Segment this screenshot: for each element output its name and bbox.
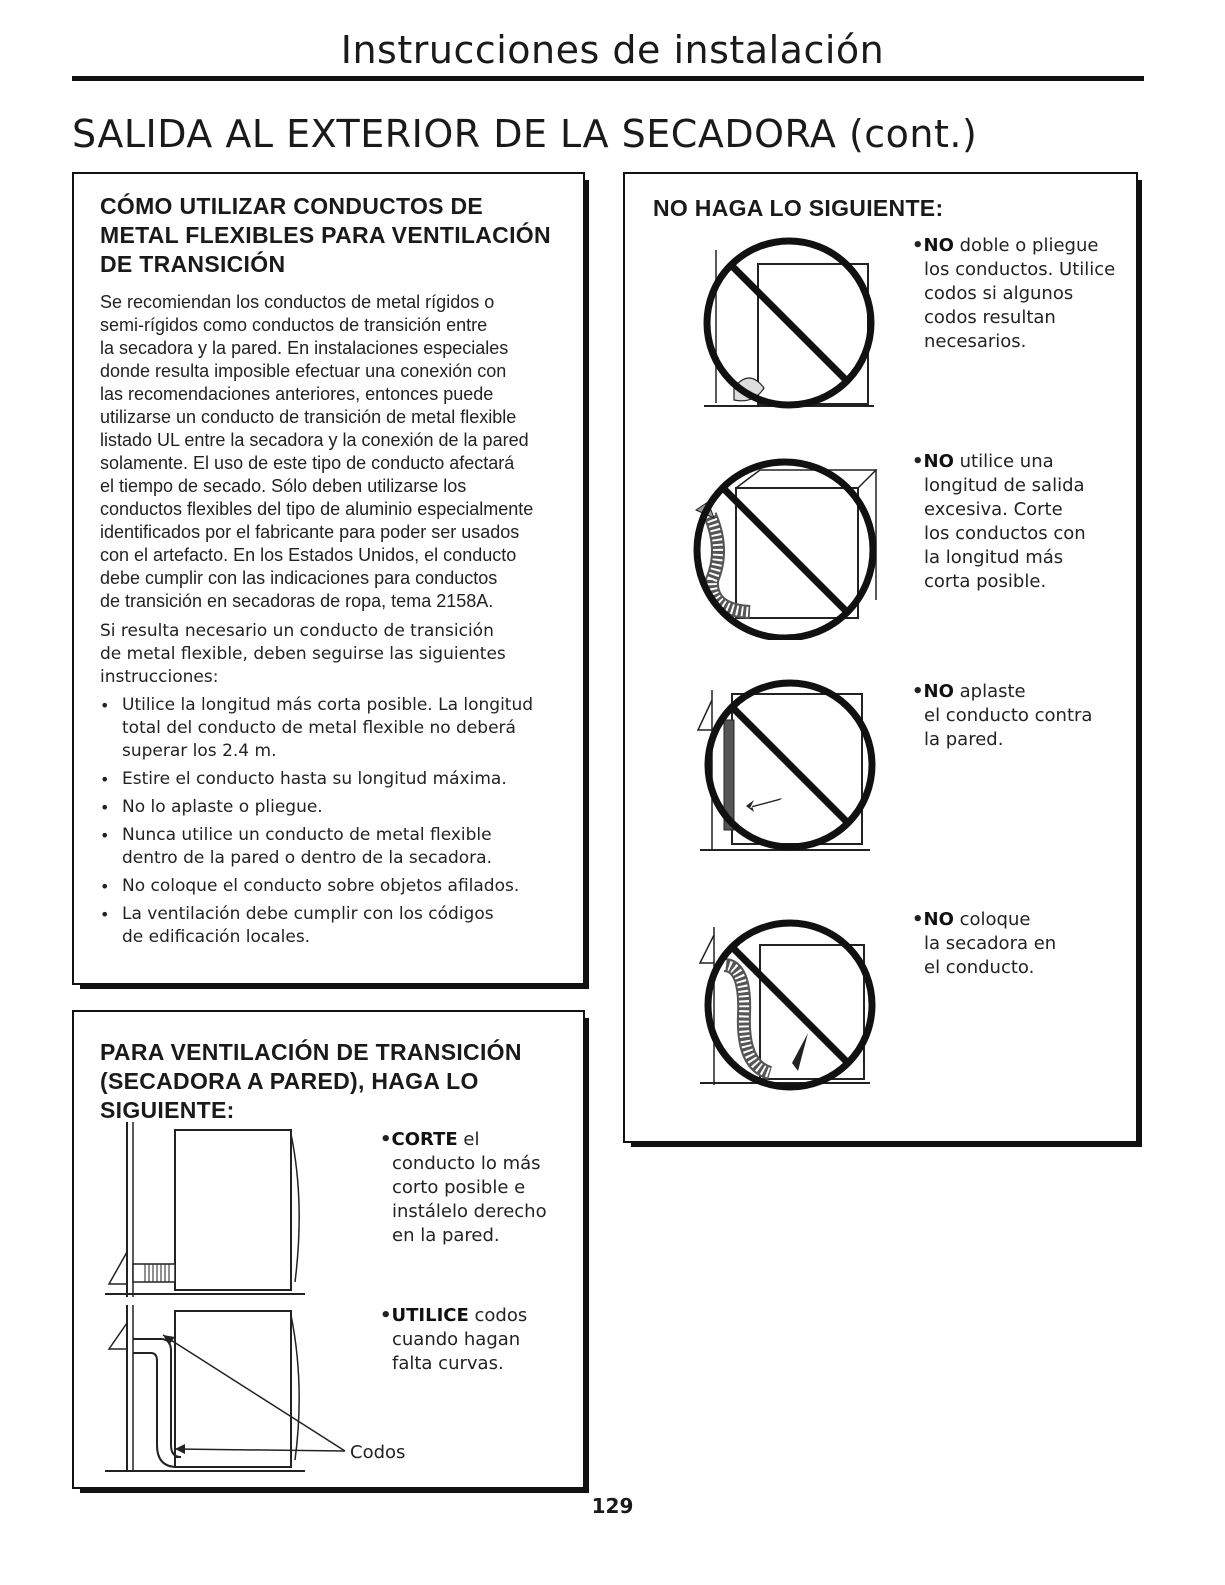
instruction-line: necesarios. <box>924 331 1027 352</box>
instruction-line: la pared. <box>924 729 1004 750</box>
paragraph-line: solamente. El uso de este tipo de conducto afectará <box>100 453 515 473</box>
flex-duct-bullet-list <box>100 694 557 949</box>
dont-instruction-2: •NO utilice una longitud de salida excesiva. Corte los conductos con la longitud más corta posible. <box>912 451 1086 592</box>
paragraph-line: listado UL entre la secadora y la conexión de la pared <box>100 430 529 450</box>
bullet-line: superar los 2.4 m. <box>122 741 277 761</box>
heading-line: SIGUIENTE: <box>100 1097 235 1123</box>
list-item <box>100 694 557 763</box>
instruction-line: cuando hagan <box>392 1329 521 1350</box>
bullet-line: total del conducto de metal flexible no deberá <box>122 718 516 738</box>
paragraph-line: utilizarse un conducto de transición de metal flexible <box>100 407 517 427</box>
flex-duct-box <box>72 172 585 985</box>
list-item <box>100 824 557 870</box>
dryer-on-duct-prohibited-illustration <box>690 905 880 1105</box>
straight-duct-illustration <box>105 1122 305 1297</box>
instruction-line: el conducto contra <box>924 705 1093 726</box>
paragraph-line: semi-rígidos como conductos de transición entre <box>100 315 488 335</box>
bent-duct-prohibited-illustration <box>694 228 884 418</box>
header-rule <box>72 76 1144 81</box>
paragraph-line: Se recomiendan los conductos de metal rígidos o <box>100 292 495 312</box>
paragraph-line: conductos flexibles del tipo de aluminio especialmente <box>100 499 534 519</box>
instruction-keyword: NO <box>923 451 954 472</box>
list-item <box>100 903 557 949</box>
bullet-line: de edificación locales. <box>122 927 311 947</box>
corte-instruction: •CORTE el conducto lo más corto posible e instálelo derecho en la pared. <box>380 1129 547 1246</box>
heading-line: METAL FLEXIBLES PARA VENTILACIÓN <box>100 222 551 248</box>
paragraph-line: las recomendaciones anteriores, entonces puede <box>100 384 494 404</box>
instruction-line: codos resultan <box>924 307 1056 328</box>
section-title: SALIDA AL EXTERIOR DE LA SECADORA (cont.) <box>72 112 978 156</box>
paragraph-line: Si resulta necesario un conducto de transición <box>100 621 494 641</box>
instruction-line: corto posible e <box>392 1177 526 1198</box>
instruction-keyword: CORTE <box>391 1129 458 1150</box>
flex-duct-paragraph-1 <box>100 291 557 613</box>
instruction-line: la secadora en <box>924 933 1057 954</box>
bullet-line: No coloque el conducto sobre objetos afilados. <box>122 876 520 896</box>
instruction-line: aplaste <box>959 681 1026 702</box>
instruction-line: la longitud más <box>924 547 1064 568</box>
heading-line: DE TRANSICIÓN <box>100 251 286 277</box>
heading-line: (SECADORA A PARED), HAGA LO <box>100 1068 479 1094</box>
bullet-line: No lo aplaste o pliegue. <box>122 797 323 817</box>
dont-instruction-4: •NO coloque la secadora en el conducto. <box>912 909 1057 978</box>
list-item <box>100 768 557 791</box>
flex-duct-heading <box>100 192 557 279</box>
paragraph-line: de metal flexible, deben seguirse las siguientes <box>100 644 506 664</box>
instruction-line: los conductos con <box>924 523 1086 544</box>
dont-instruction-3: •NO aplaste el conducto contra la pared. <box>912 681 1093 750</box>
elbow-duct-illustration <box>105 1305 365 1475</box>
utilice-instruction: •UTILICE codos cuando hagan falta curvas. <box>380 1305 528 1374</box>
instruction-line: el <box>463 1129 480 1150</box>
list-item <box>100 875 557 898</box>
instruction-line: instálelo derecho <box>392 1201 547 1222</box>
bullet-line: Nunca utilice un conducto de metal flexible <box>122 825 492 845</box>
crushed-duct-prohibited-illustration <box>690 660 880 860</box>
paragraph-line: debe cumplir con las indicaciones para conductos <box>100 568 498 588</box>
long-duct-prohibited-illustration <box>680 440 890 640</box>
instruction-line: codos <box>474 1305 528 1326</box>
paragraph-line: la secadora y la pared. En instalaciones especiales <box>100 338 509 358</box>
instruction-keyword: NO <box>923 909 954 930</box>
heading-line: PARA VENTILACIÓN DE TRANSICIÓN <box>100 1039 522 1065</box>
bullet-line: La ventilación debe cumplir con los códigos <box>122 904 494 924</box>
dont-heading: NO HAGA LO SIGUIENTE: <box>653 195 944 221</box>
page-number: 129 <box>591 1494 634 1518</box>
bullet-line: dentro de la pared o dentro de la secadora. <box>122 848 492 868</box>
paragraph-line: de transición en secadoras de ropa, tema 2158A. <box>100 591 494 611</box>
instruction-line: el conducto. <box>924 957 1035 978</box>
paragraph-line: con el artefacto. En los Estados Unidos, el conducto <box>100 545 517 565</box>
bullet-line: Utilice la longitud más corta posible. La longitud <box>122 695 534 715</box>
bullet-line: Estire el conducto hasta su longitud máxima. <box>122 769 507 789</box>
page-header-title: Instrucciones de instalación <box>340 28 885 72</box>
paragraph-line: el tiempo de secado. Sólo deben utilizarse los <box>100 476 467 496</box>
list-item <box>100 796 557 819</box>
instruction-keyword: NO <box>923 235 954 256</box>
paragraph-line: donde resulta imposible efectuar una conexión con <box>100 361 507 381</box>
instruction-keyword: UTILICE <box>391 1305 469 1326</box>
heading-line: CÓMO UTILIZAR CONDUCTOS DE <box>100 193 484 219</box>
instruction-keyword: NO <box>923 681 954 702</box>
paragraph-line: instrucciones: <box>100 667 219 687</box>
dont-instruction-1: •NO doble o pliegue los conductos. Utilice codos si algunos codos resultan necesarios. <box>912 235 1116 352</box>
instruction-line: coloque <box>959 909 1031 930</box>
instruction-line: los conductos. Utilice <box>924 259 1116 280</box>
instruction-line: excesiva. Corte <box>924 499 1063 520</box>
instruction-line: conducto lo más <box>392 1153 541 1174</box>
codos-label: Codos <box>350 1442 406 1463</box>
flex-duct-paragraph-2 <box>100 620 557 689</box>
instruction-line: corta posible. <box>924 571 1047 592</box>
instruction-line: longitud de salida <box>924 475 1085 496</box>
instruction-line: codos si algunos <box>924 283 1074 304</box>
instruction-line: doble o pliegue <box>959 235 1099 256</box>
instruction-line: falta curvas. <box>392 1353 504 1374</box>
paragraph-line: identificados por el fabricante para poder ser usados <box>100 522 520 542</box>
instruction-line: en la pared. <box>392 1225 500 1246</box>
instruction-line: utilice una <box>959 451 1054 472</box>
